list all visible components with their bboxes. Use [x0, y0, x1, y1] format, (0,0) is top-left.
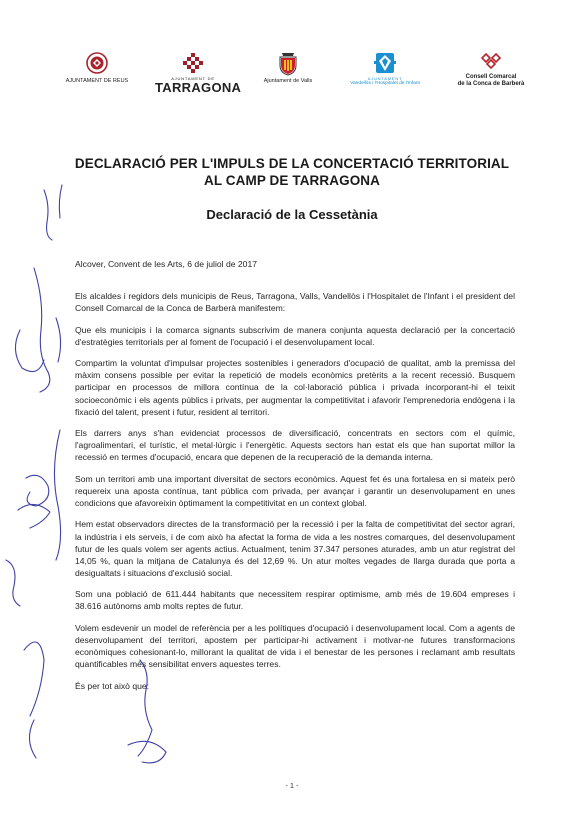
paragraph: Volem esdevenir un model de referència per a les polítiques d'ocupació i desenvolupament local. Com a agents de desenvolupament del territori, apostem per participar-hi activament i motivar-ne futures transformacions econòmiques cohesionant-lo, millorant la qualitat de vida i el benestar de les persones i reclamant amb resultats quantificables més sensibilitat envers aquestes terres. [75, 622, 515, 670]
logo-reus-label: AJUNTAMENT DE REUS [65, 78, 129, 84]
logo-reus [62, 52, 132, 85]
signature-mark [54, 430, 60, 560]
logo-vandellos-label: Vandellòs i l'Hospitalet de l'Infant [350, 81, 420, 86]
logo-tarragona-big: TARRAGONA [155, 80, 242, 95]
logo-tarragona-small: AJUNTAMENT DE [171, 76, 215, 81]
paragraph: Hem estat observadors directes de la transformació per la recessió i per la falta de competitivitat del sector agrari, la indústria i els serveis, i de com això ha afectat la forma de vida a les nostres comarques, del desenvolupament futur de les quals volem ser agents actius. Actualment, tenim 37.347 persones aturades, amb un atur registrat del 14,05 %, quan la mitjana de Catalunya és del 12,69 %. Un atur moltes vegades de llarga durada que porta a desigualtats i situacions d'exclusió social. [75, 519, 515, 578]
title-line-2: AL CAMP DE TARRAGONA [203, 172, 380, 188]
document-subtitle: Declaració de la Cessetània [206, 207, 378, 222]
logo-vandellos-small: AJUNTAMENT [367, 76, 403, 81]
page-number: - 1 - [285, 781, 299, 790]
paragraph: Que els municipis i la comarca signants subscrivim de manera conjunta aquesta declaració per la concertació d'estratègies territorials per al foment de l'ocupació i el desenvolupament local. [75, 324, 515, 347]
logo-conca-barbera [444, 52, 538, 87]
reus-shield-icon [86, 52, 108, 74]
logo-valls [255, 52, 321, 85]
conca-barbera-icon [479, 52, 503, 72]
signature-mark [34, 268, 50, 392]
paragraph: És per tot això que: [75, 680, 150, 691]
signature-mark [24, 642, 44, 716]
signature-mark [15, 330, 44, 372]
logo-vandellos [340, 52, 430, 88]
place-date: Alcover, Convent de les Arts, 6 de juliol de 2017 [75, 259, 258, 269]
valls-shield-icon [278, 52, 298, 76]
signature-mark [18, 504, 50, 528]
signature-mark [56, 318, 61, 362]
logo-conca-label1: Consell Comarcal [465, 74, 517, 80]
paragraph: Som un territori amb una important diversitat de sectors econòmics. Aquest fet és una fortalesa en si mateix però requereix una aposta contínua, tant pública com privada, per avançar i garantir un desenvolupament en unes condicions que afavoreixin òptimament la competitivitat en un context global. [75, 473, 515, 508]
document-body [75, 258, 515, 701]
paragraph: Som una població de 611.444 habitants que necessitem respirar optimisme, amb més de 19.604 empreses i 38.616 autònoms amb molts reptes de futur. [75, 589, 515, 612]
tarragona-mosaic-icon [182, 52, 204, 74]
signature-mark [26, 475, 49, 506]
logo-tarragona [155, 52, 242, 95]
signature-mark [29, 720, 36, 758]
document-title [40, 156, 544, 189]
logo-valls-label: Ajuntament de Valls [263, 78, 313, 84]
logo-header [0, 52, 584, 112]
paragraph: Els darrers anys s'han evidenciat processos de diversificació, concentrats en sectors com el químic, l'agroalimentari, el turístic, el metal·lúrgic i l'energètic. Aquests sectors han estat els que han suportat millor la recessió en termes d'ocupació, encara que depenen de la recuperació de la demanda interna. [75, 428, 515, 463]
signature-mark [6, 560, 20, 606]
paragraph: Compartim la voluntat d'impulsar projectes sostenibles i generadors d'ocupació de qualitat, amb la premissa del màxim consens possible per evitar la repetició de models econòmics pretèrits a la recent recessió. Busquem participar en processos de millora contínua de la col·laboració pública i privada incorporant-hi el teixit socioeconòmic i els agents públics i privats, per augmentar la competitivitat i afavorir l'emprenedoria endògena i la fixació del talent, present i futur, resident al territori. [75, 358, 515, 417]
signature-mark [128, 741, 166, 763]
paragraph: Els alcaldes i regidors dels municipis de Reus, Tarragona, Valls, Vandellòs i l'Hospitalet de l'Infant i el president del Consell Comarcal de la Conca de Barberà manifestem: [75, 291, 515, 314]
title-line-1: DECLARACIÓ PER L'IMPULS DE LA CONCERTACIÓ TERRITORIAL [74, 156, 510, 171]
vandellos-shield-icon [373, 52, 397, 74]
logo-conca-label2: de la Conca de Barberà [457, 80, 525, 87]
